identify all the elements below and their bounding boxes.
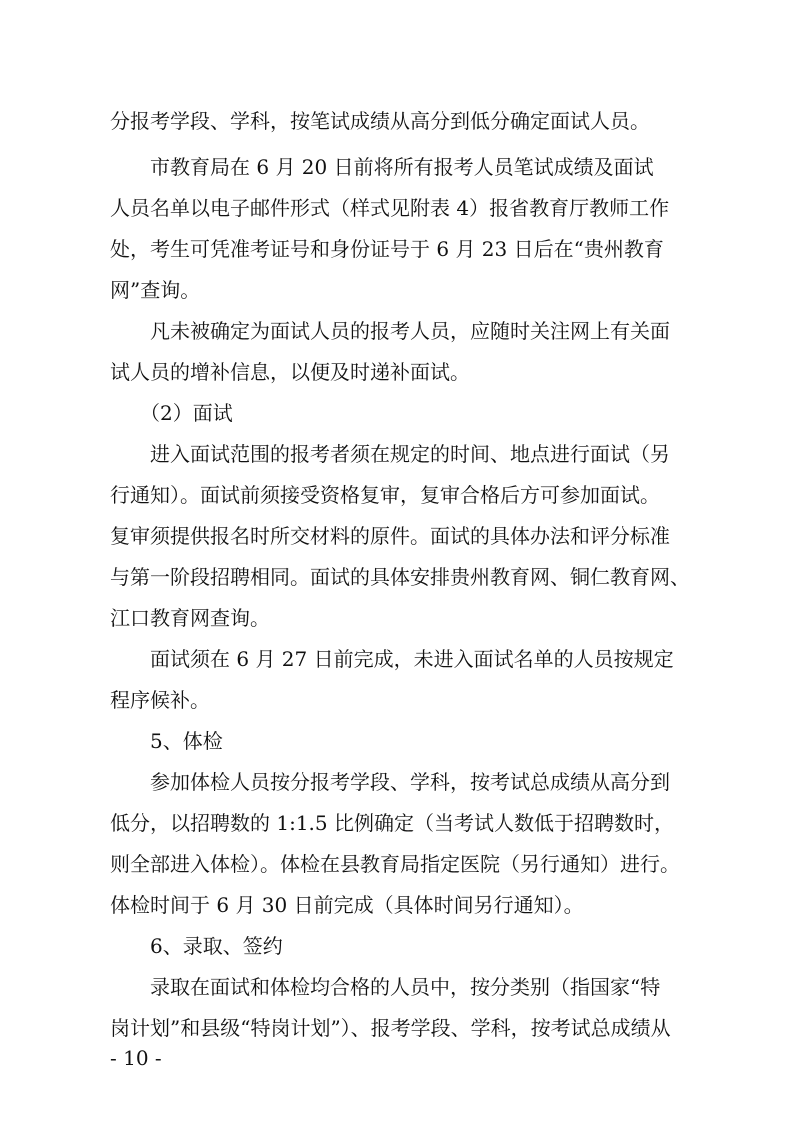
text-line: 分报考学段、学科，按笔试成绩从高分到低分确定面试人员。: [110, 109, 650, 133]
text-line: 则全部进入体检）。体检在县教育局指定医院（另行通知）进行。: [110, 852, 680, 876]
text-line: 江口教育网查询。: [110, 606, 270, 630]
text-line: 参加体检人员按分报考学段、学科，按考试总成绩从高分到: [150, 770, 670, 794]
text-line: 进入面试范围的报考者须在规定的时间、地点进行面试（另: [150, 442, 670, 466]
text-line: 行通知）。面试前须接受资格复审，复审合格后方可参加面试。: [110, 483, 660, 507]
text-line: 体检时间于 6 月 30 日前完成（具体时间另行通知）。: [110, 893, 584, 917]
section-heading: 6、录取、签约: [150, 934, 283, 958]
text-line: 市教育局在 6 月 20 日前将所有报考人员笔试成绩及面试: [150, 155, 654, 179]
page-number: - 10 -: [110, 1046, 162, 1070]
text-line: 网”查询。: [110, 278, 201, 302]
text-line: 录取在面试和体检均合格的人员中，按分类别（指国家“特: [150, 975, 661, 999]
text-line: 面试须在 6 月 27 日前完成，未进入面试名单的人员按规定: [150, 647, 674, 671]
text-line: 处，考生可凭准考证号和身份证号于 6 月 23 日后在“贵州教育: [110, 237, 664, 261]
text-line: 人员名单以电子邮件形式（样式见附表 4）报省教育厅教师工作: [110, 196, 670, 220]
text-line: 试人员的增补信息，以便及时递补面试。: [110, 360, 470, 384]
text-line: 低分，以招聘数的 1:1.5 比例确定（当考试人数低于招聘数时，: [110, 811, 674, 835]
text-line: 凡未被确定为面试人员的报考人员，应随时关注网上有关面: [150, 319, 670, 343]
text-line: 岗计划”和县级“特岗计划”）、报考学段、学科，按考试总成绩从: [110, 1016, 671, 1040]
section-heading: 5、体检: [150, 729, 223, 753]
section-heading: （2）面试: [140, 401, 233, 425]
text-line: 复审须提供报名时所交材料的原件。面试的具体办法和评分标准: [110, 524, 670, 548]
text-line: 与第一阶段招聘相同。面试的具体安排贵州教育网、铜仁教育网、: [110, 565, 690, 589]
text-line: 程序候补。: [110, 688, 210, 712]
